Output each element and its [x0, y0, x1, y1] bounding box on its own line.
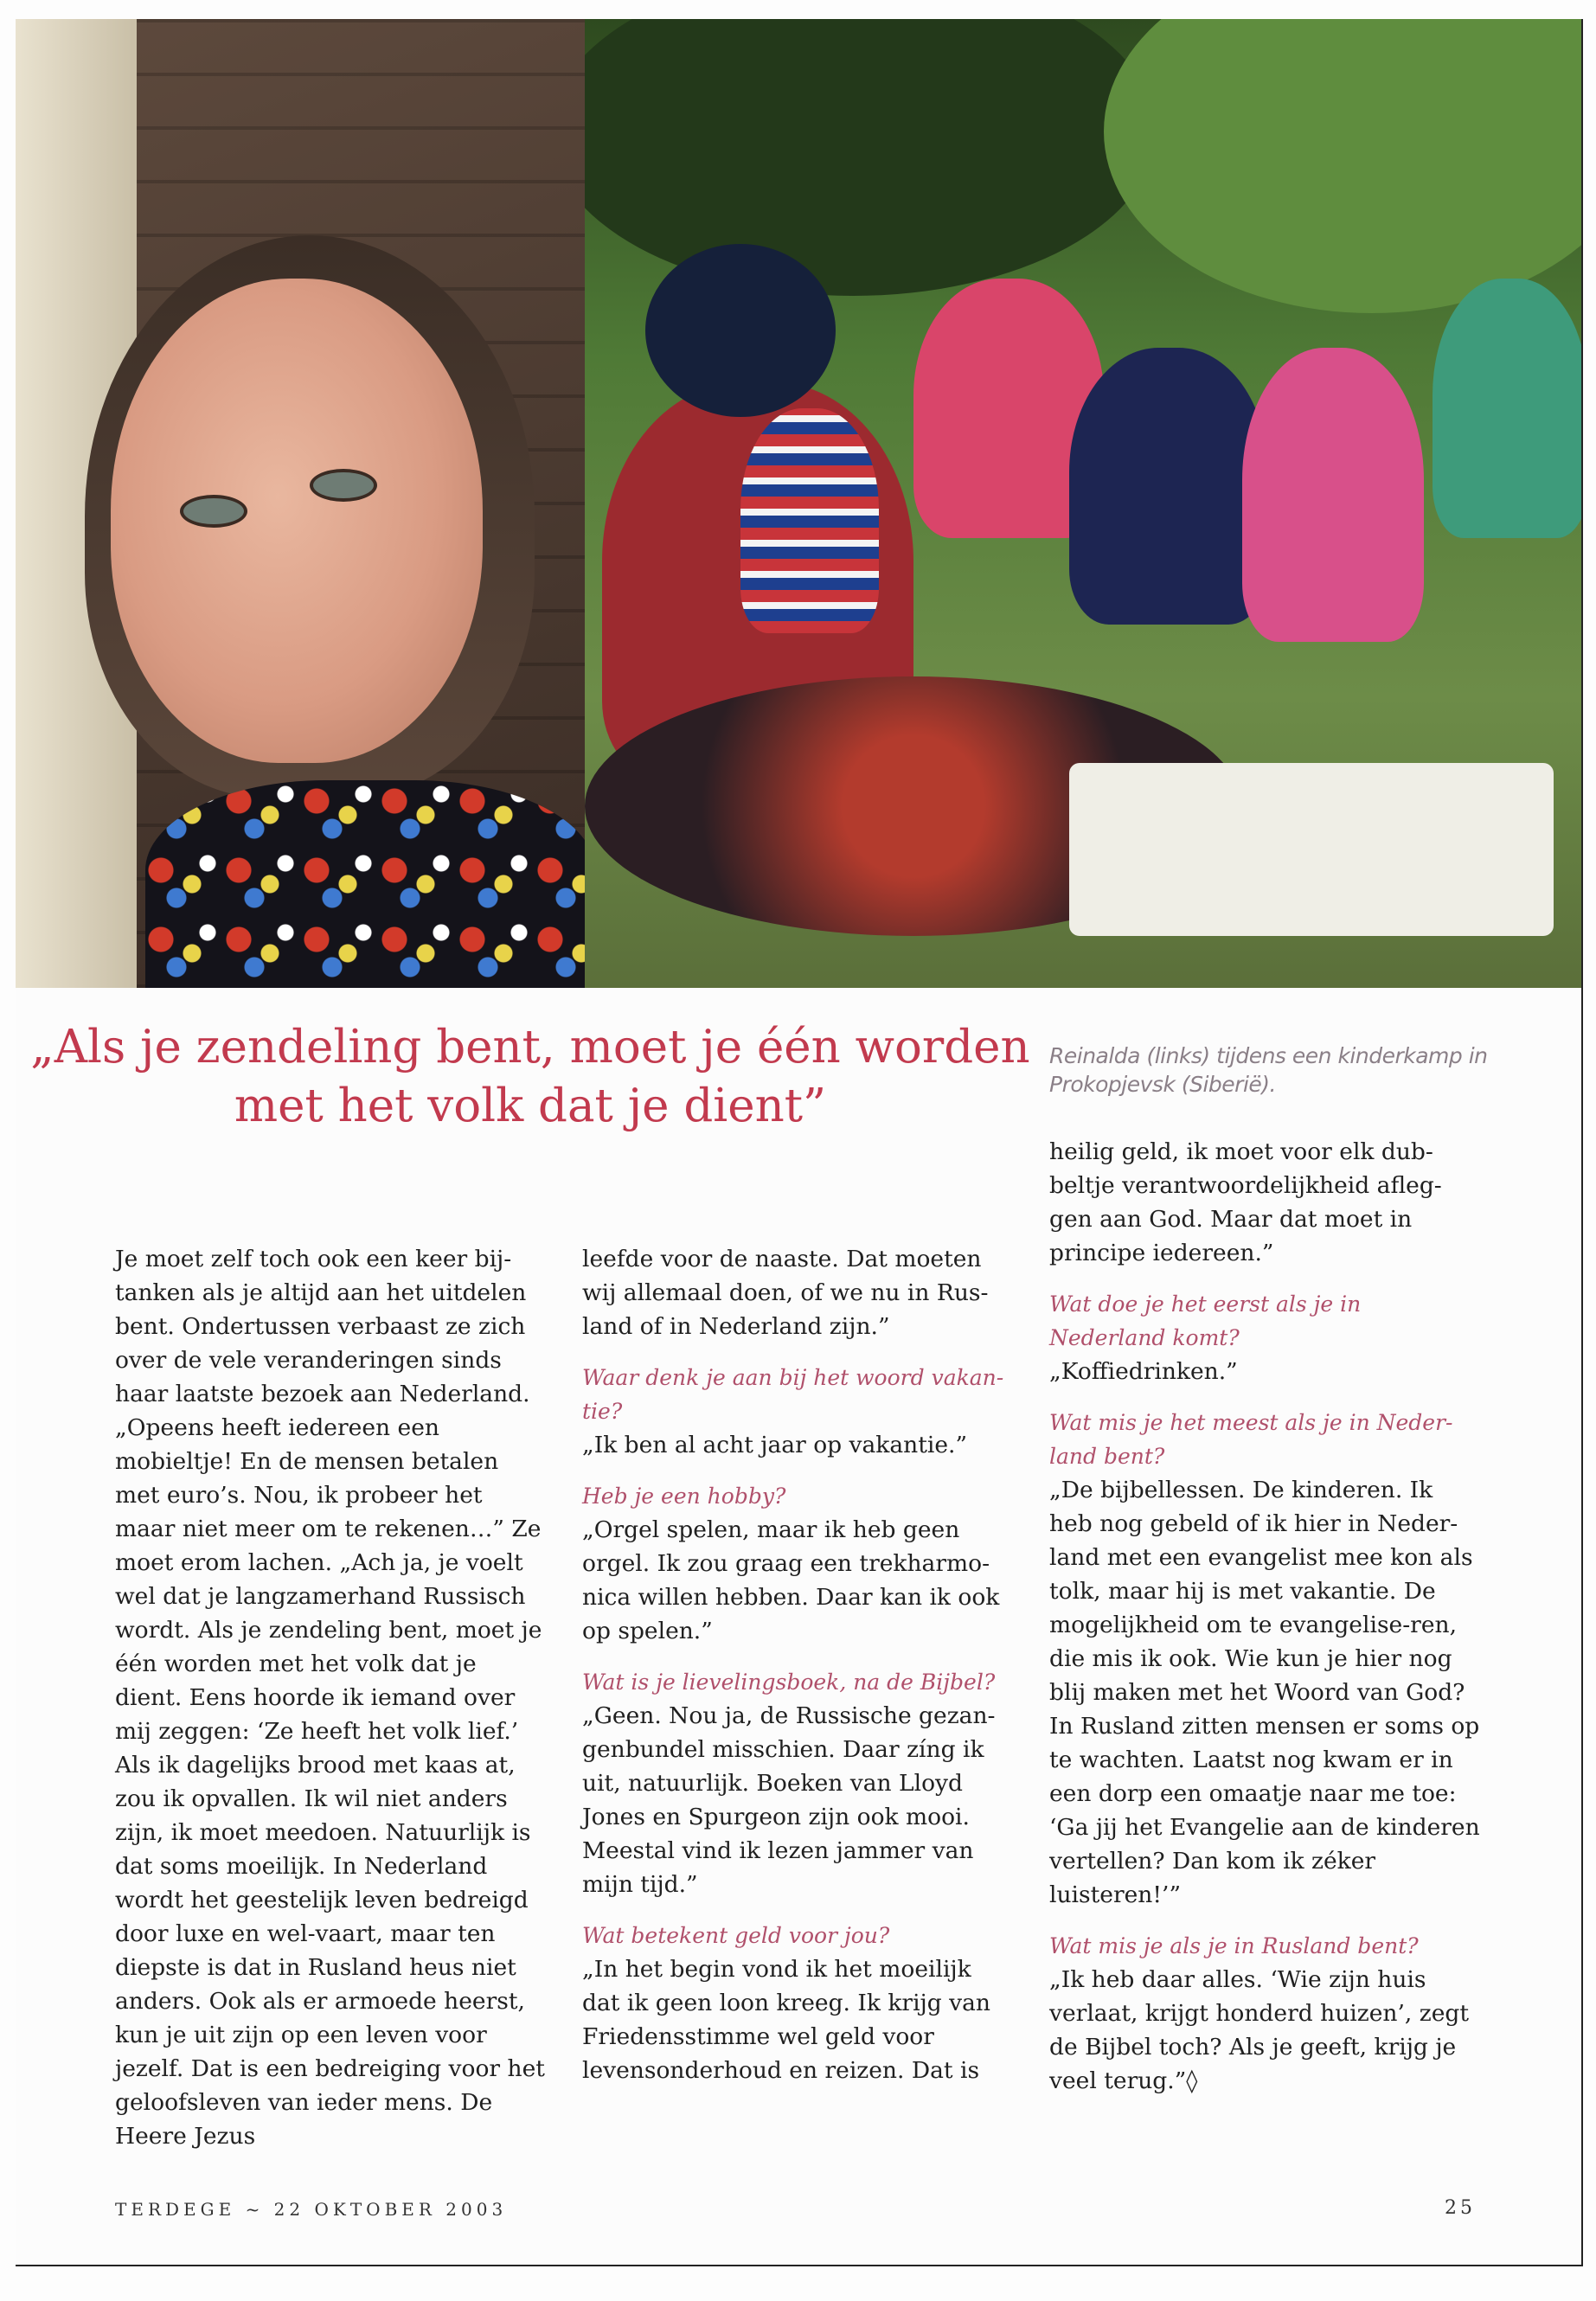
question: Waar denk je aan bij het woord vakan-tie?	[582, 1365, 1004, 1424]
question: Wat betekent geld voor jou?	[582, 1923, 890, 1948]
floral-shirt-girl	[1242, 348, 1424, 642]
foliage	[1104, 19, 1581, 313]
answer: „Geen. Nou ja, de Russische gezan-genbundel misschien. Daar zíng ik uit, natuurlijk. Boeken van Lloyd Jones en Spurgeon zijn ook mooi. Meestal vind ik lezen jammer van mijn tijd.”	[582, 1702, 996, 1898]
face	[111, 279, 483, 763]
headscarf	[645, 244, 836, 417]
answer: „Orgel spelen, maar ik heb geen orgel. Ik zou graag een trekharmo-nica willen hebben. Daar kan ik ook op spelen.”	[582, 1516, 1000, 1644]
column-3	[1049, 1135, 1482, 2098]
col1-body: Je moet zelf toch ook een keer bij-tanken als je altijd aan het uitdelen bent. Ondertussen verbaast ze zich over de vele veranderingen sinds haar laatste bezoek aan Nederland. „Opeens heeft iedereen een mobieltje! En de mensen betalen met euro’s. Nou, ik probeer het maar niet meer om te rekenen…” Ze moet erom lachen. „Ach ja, je voelt wel dat je langzamerhand Russisch wordt. Als je zendeling bent, moet je één worden met het volk dat je dient. Eens hoorde ik iemand over mij zeggen: ‘Ze heeft het volk lief.’ Als ik dagelijks brood met kaas at, zou ik opvallen. Ik wil niet anders zijn, ik moet meedoen. Natuurlijk is dat soms moeilijk. In Nederland wordt het geestelijk leven bedreigd door luxe en wel-vaart, maar ten diepste is dat in Rusland heus niet anders. Ook als er armoede heerst, kun je uit zijn op een leven voor jezelf. Dat is een bedreiging voor het geloofsleven van ieder mens. De Heere Jezus	[115, 1246, 545, 2150]
page-number: 25	[1445, 2197, 1476, 2219]
answer: „De bijbellessen. De kinderen. Ik heb nog gebeld of ik hier in Neder-land met een evangelist mee kon als tolk, maar hij is met vakantie. De mogelijkheid om te evangelise-ren, die mis ik ook. Wie kun je hier nog blij maken met het Woord van God? In Rusland zitten mensen er soms op te wachten. Laatst nog kwam er in een dorp een omaatje naar me toe: ‘Ga jij het Evangelie aan de kinderen vertellen? Dan kom ik zéker luisteren!’”	[1049, 1477, 1480, 1908]
column-1	[115, 1242, 548, 2153]
column-2	[582, 1242, 1015, 2087]
answer: „Koffiedrinken.”	[1049, 1358, 1238, 1385]
question: Wat mis je het meest als je in Neder-land bent?	[1049, 1410, 1453, 1469]
portrait-photo	[16, 19, 585, 988]
trees	[585, 19, 1156, 296]
footer-publication: TERDEGE ~ 22 OKTOBER 2003	[115, 2199, 508, 2220]
col3-intro: heilig geld, ik moet voor elk dub-beltje verantwoordelijkheid afleg-gen aan God. Maar dat moet in principe iedereen.”	[1049, 1138, 1442, 1266]
question: Wat is je lievelingsboek, na de Bijbel?	[582, 1670, 996, 1695]
navy-shirt-girl	[1069, 348, 1268, 625]
col2-intro: leefde voor de naaste. Dat moeten wij allemaal doen, of we nu in Rus-land of in Nederland zijn.”	[582, 1246, 989, 1340]
answer: „In het begin vond ik het moeilijk dat ik geen loon kreeg. Ik krijg van Friedensstimme wel geld voor levensonderhoud en reizen. Dat is	[582, 1956, 990, 2084]
left-eye	[180, 495, 247, 528]
green-shirt-girl	[1433, 279, 1581, 538]
headline: „Als je zendeling bent, moet je één worden met het volk dat je dient”	[30, 1021, 1030, 1132]
photo-caption: Reinalda (links) tijdens een kinderkamp in Prokopjevsk (Siberië).	[1049, 1043, 1488, 1097]
floral-dress	[145, 780, 585, 988]
right-eye	[310, 469, 377, 502]
striped-shirt-girl	[740, 408, 879, 633]
question: Heb je een hobby?	[582, 1484, 786, 1509]
question: Wat doe je het eerst als je in Nederland komt?	[1049, 1292, 1362, 1350]
answer: „Ik heb daar alles. ‘Wie zijn huis verlaat, krijgt honderd huizen’, zegt de Bijbel toch? Als je geeft, krijg je veel terug.”◊	[1049, 1966, 1469, 2094]
group-photo	[585, 19, 1581, 988]
question: Wat mis je als je in Rusland bent?	[1049, 1933, 1419, 1958]
answer: „Ik ben al acht jaar op vakantie.”	[582, 1432, 968, 1458]
white-cloth	[1069, 763, 1554, 936]
magazine-page	[16, 19, 1583, 2266]
